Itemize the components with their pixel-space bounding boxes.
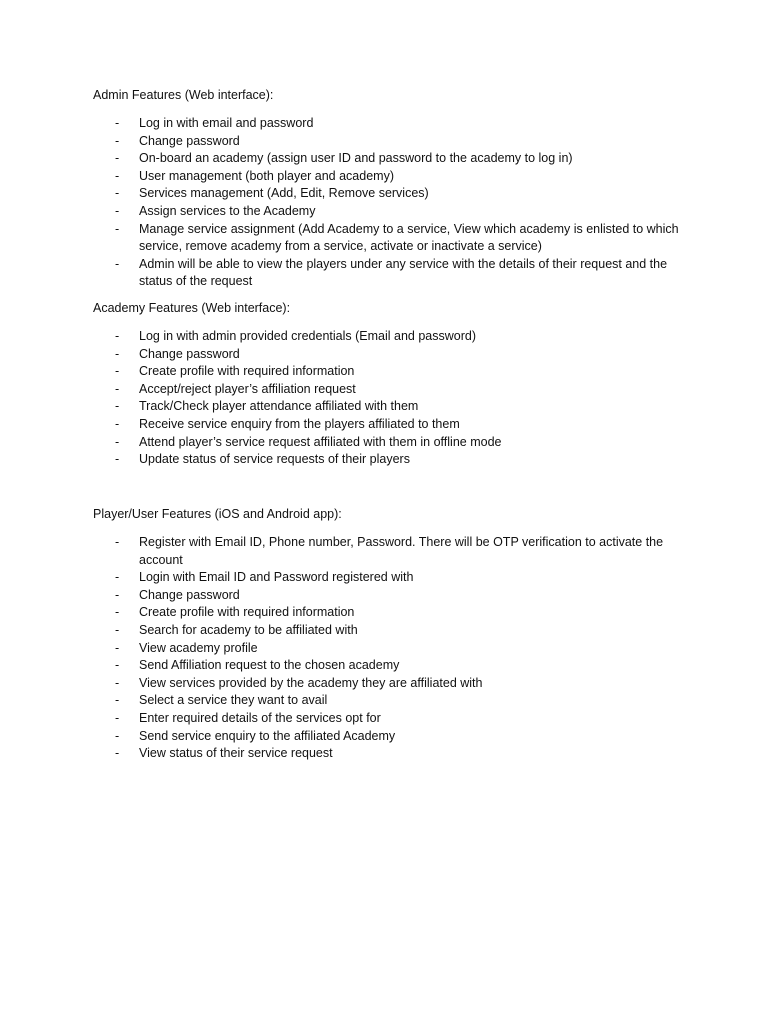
- bullet-dash: -: [115, 186, 120, 201]
- bullet-dash: -: [115, 221, 120, 236]
- bullet-dash: -: [115, 434, 120, 449]
- list-item-text: Services management (Add, Edit, Remove services): [139, 186, 429, 201]
- list-item-text: Select a service they want to avail: [139, 693, 328, 708]
- bullet-dash: -: [115, 746, 120, 761]
- list-item-text: Admin will be able to view the players under any service with the details of their request and the status of the request: [139, 256, 668, 289]
- list-item-text: Change password: [139, 346, 240, 361]
- list-item: [93, 451, 693, 469]
- list-item: [93, 133, 693, 151]
- list-item-text: Change password: [139, 587, 240, 602]
- bullet-dash: -: [115, 675, 120, 690]
- list-item: [93, 398, 693, 416]
- list-item: [93, 363, 693, 381]
- bullet-dash: -: [115, 151, 120, 166]
- bullet-dash: -: [115, 116, 120, 130]
- list-item-text: User management (both player and academy): [139, 168, 394, 183]
- list-item-text: Log in with email and password: [139, 116, 314, 130]
- list-item-text: Enter required details of the services opt for: [139, 710, 381, 725]
- list-item-text: View services provided by the academy they are affiliated with: [139, 675, 483, 690]
- player-features-section: [93, 506, 693, 763]
- list-item-text: Create profile with required information: [139, 364, 355, 379]
- bullet-dash: -: [115, 570, 120, 585]
- bullet-dash: -: [115, 693, 120, 708]
- list-item-text: Update status of service requests of their players: [139, 452, 410, 467]
- list-item-text: Attend player’s service request affiliated with them in offline mode: [139, 434, 502, 449]
- list-item: [93, 675, 693, 693]
- bullet-dash: -: [115, 728, 120, 743]
- list-item: [93, 381, 693, 399]
- list-item: [93, 534, 693, 569]
- bullet-dash: -: [115, 416, 120, 431]
- list-item: [93, 416, 693, 434]
- bullet-dash: -: [115, 710, 120, 725]
- list-item-text: View academy profile: [139, 640, 258, 655]
- list-item: [93, 203, 693, 221]
- list-item-text: Create profile with required information: [139, 605, 355, 620]
- bullet-dash: -: [115, 658, 120, 673]
- bullet-dash: -: [115, 364, 120, 379]
- list-item: [93, 346, 693, 364]
- list-item-text: Send Affiliation request to the chosen academy: [139, 658, 400, 673]
- feature-list: [93, 115, 693, 291]
- list-item: [93, 150, 693, 168]
- bullet-dash: -: [115, 203, 120, 218]
- list-item-text: On-board an academy (assign user ID and password to the academy to log in): [139, 151, 573, 166]
- list-item: [93, 221, 693, 256]
- list-item-text: Log in with admin provided credentials (Email and password): [139, 329, 476, 343]
- academy-features-section: [93, 300, 693, 469]
- bullet-dash: -: [115, 133, 120, 148]
- list-item: [93, 256, 693, 291]
- list-item: [93, 185, 693, 203]
- list-item-text: Assign services to the Academy: [139, 203, 316, 218]
- list-item: [93, 728, 693, 746]
- list-item-text: Login with Email ID and Password registered with: [139, 570, 414, 585]
- list-item: [93, 328, 693, 346]
- list-item: [93, 587, 693, 605]
- list-item-text: Accept/reject player’s affiliation request: [139, 381, 356, 396]
- list-item-text: Register with Email ID, Phone number, Password. There will be OTP verification to activate the account: [139, 535, 664, 567]
- list-item-text: Send service enquiry to the affiliated Academy: [139, 728, 396, 743]
- list-item: [93, 604, 693, 622]
- bullet-dash: -: [115, 329, 120, 343]
- list-item-text: Receive service enquiry from the players affiliated to them: [139, 416, 460, 431]
- feature-list: [93, 534, 693, 763]
- feature-list: [93, 328, 693, 469]
- bullet-dash: -: [115, 622, 120, 637]
- bullet-dash: -: [115, 346, 120, 361]
- section-heading: Admin Features (Web interface):: [93, 88, 274, 102]
- bullet-dash: -: [115, 452, 120, 467]
- section-heading: Player/User Features (iOS and Android app):: [93, 507, 342, 521]
- list-item: [93, 657, 693, 675]
- bullet-dash: -: [115, 605, 120, 620]
- list-item-text: View status of their service request: [139, 746, 333, 761]
- list-item: [93, 115, 693, 133]
- bullet-dash: -: [115, 587, 120, 602]
- bullet-dash: -: [115, 535, 120, 549]
- section-heading: Academy Features (Web interface):: [93, 301, 291, 315]
- list-item-text: Manage service assignment (Add Academy to a service, View which academy is enlisted to which service, remove academy from a service, activate or inactivate a service): [139, 221, 679, 254]
- bullet-dash: -: [115, 168, 120, 183]
- list-item-text: Track/Check player attendance affiliated with them: [139, 399, 419, 414]
- list-item: [93, 692, 693, 710]
- bullet-dash: -: [115, 399, 120, 414]
- admin-features-section: [93, 87, 693, 291]
- list-item-text: Search for academy to be affiliated with: [139, 622, 358, 637]
- list-item: [93, 622, 693, 640]
- list-item: [93, 569, 693, 587]
- list-item-text: Change password: [139, 133, 240, 148]
- list-item: [93, 434, 693, 452]
- bullet-dash: -: [115, 256, 120, 271]
- list-item: [93, 710, 693, 728]
- list-item: [93, 745, 693, 763]
- list-item: [93, 640, 693, 658]
- bullet-dash: -: [115, 640, 120, 655]
- bullet-dash: -: [115, 381, 120, 396]
- list-item: [93, 168, 693, 186]
